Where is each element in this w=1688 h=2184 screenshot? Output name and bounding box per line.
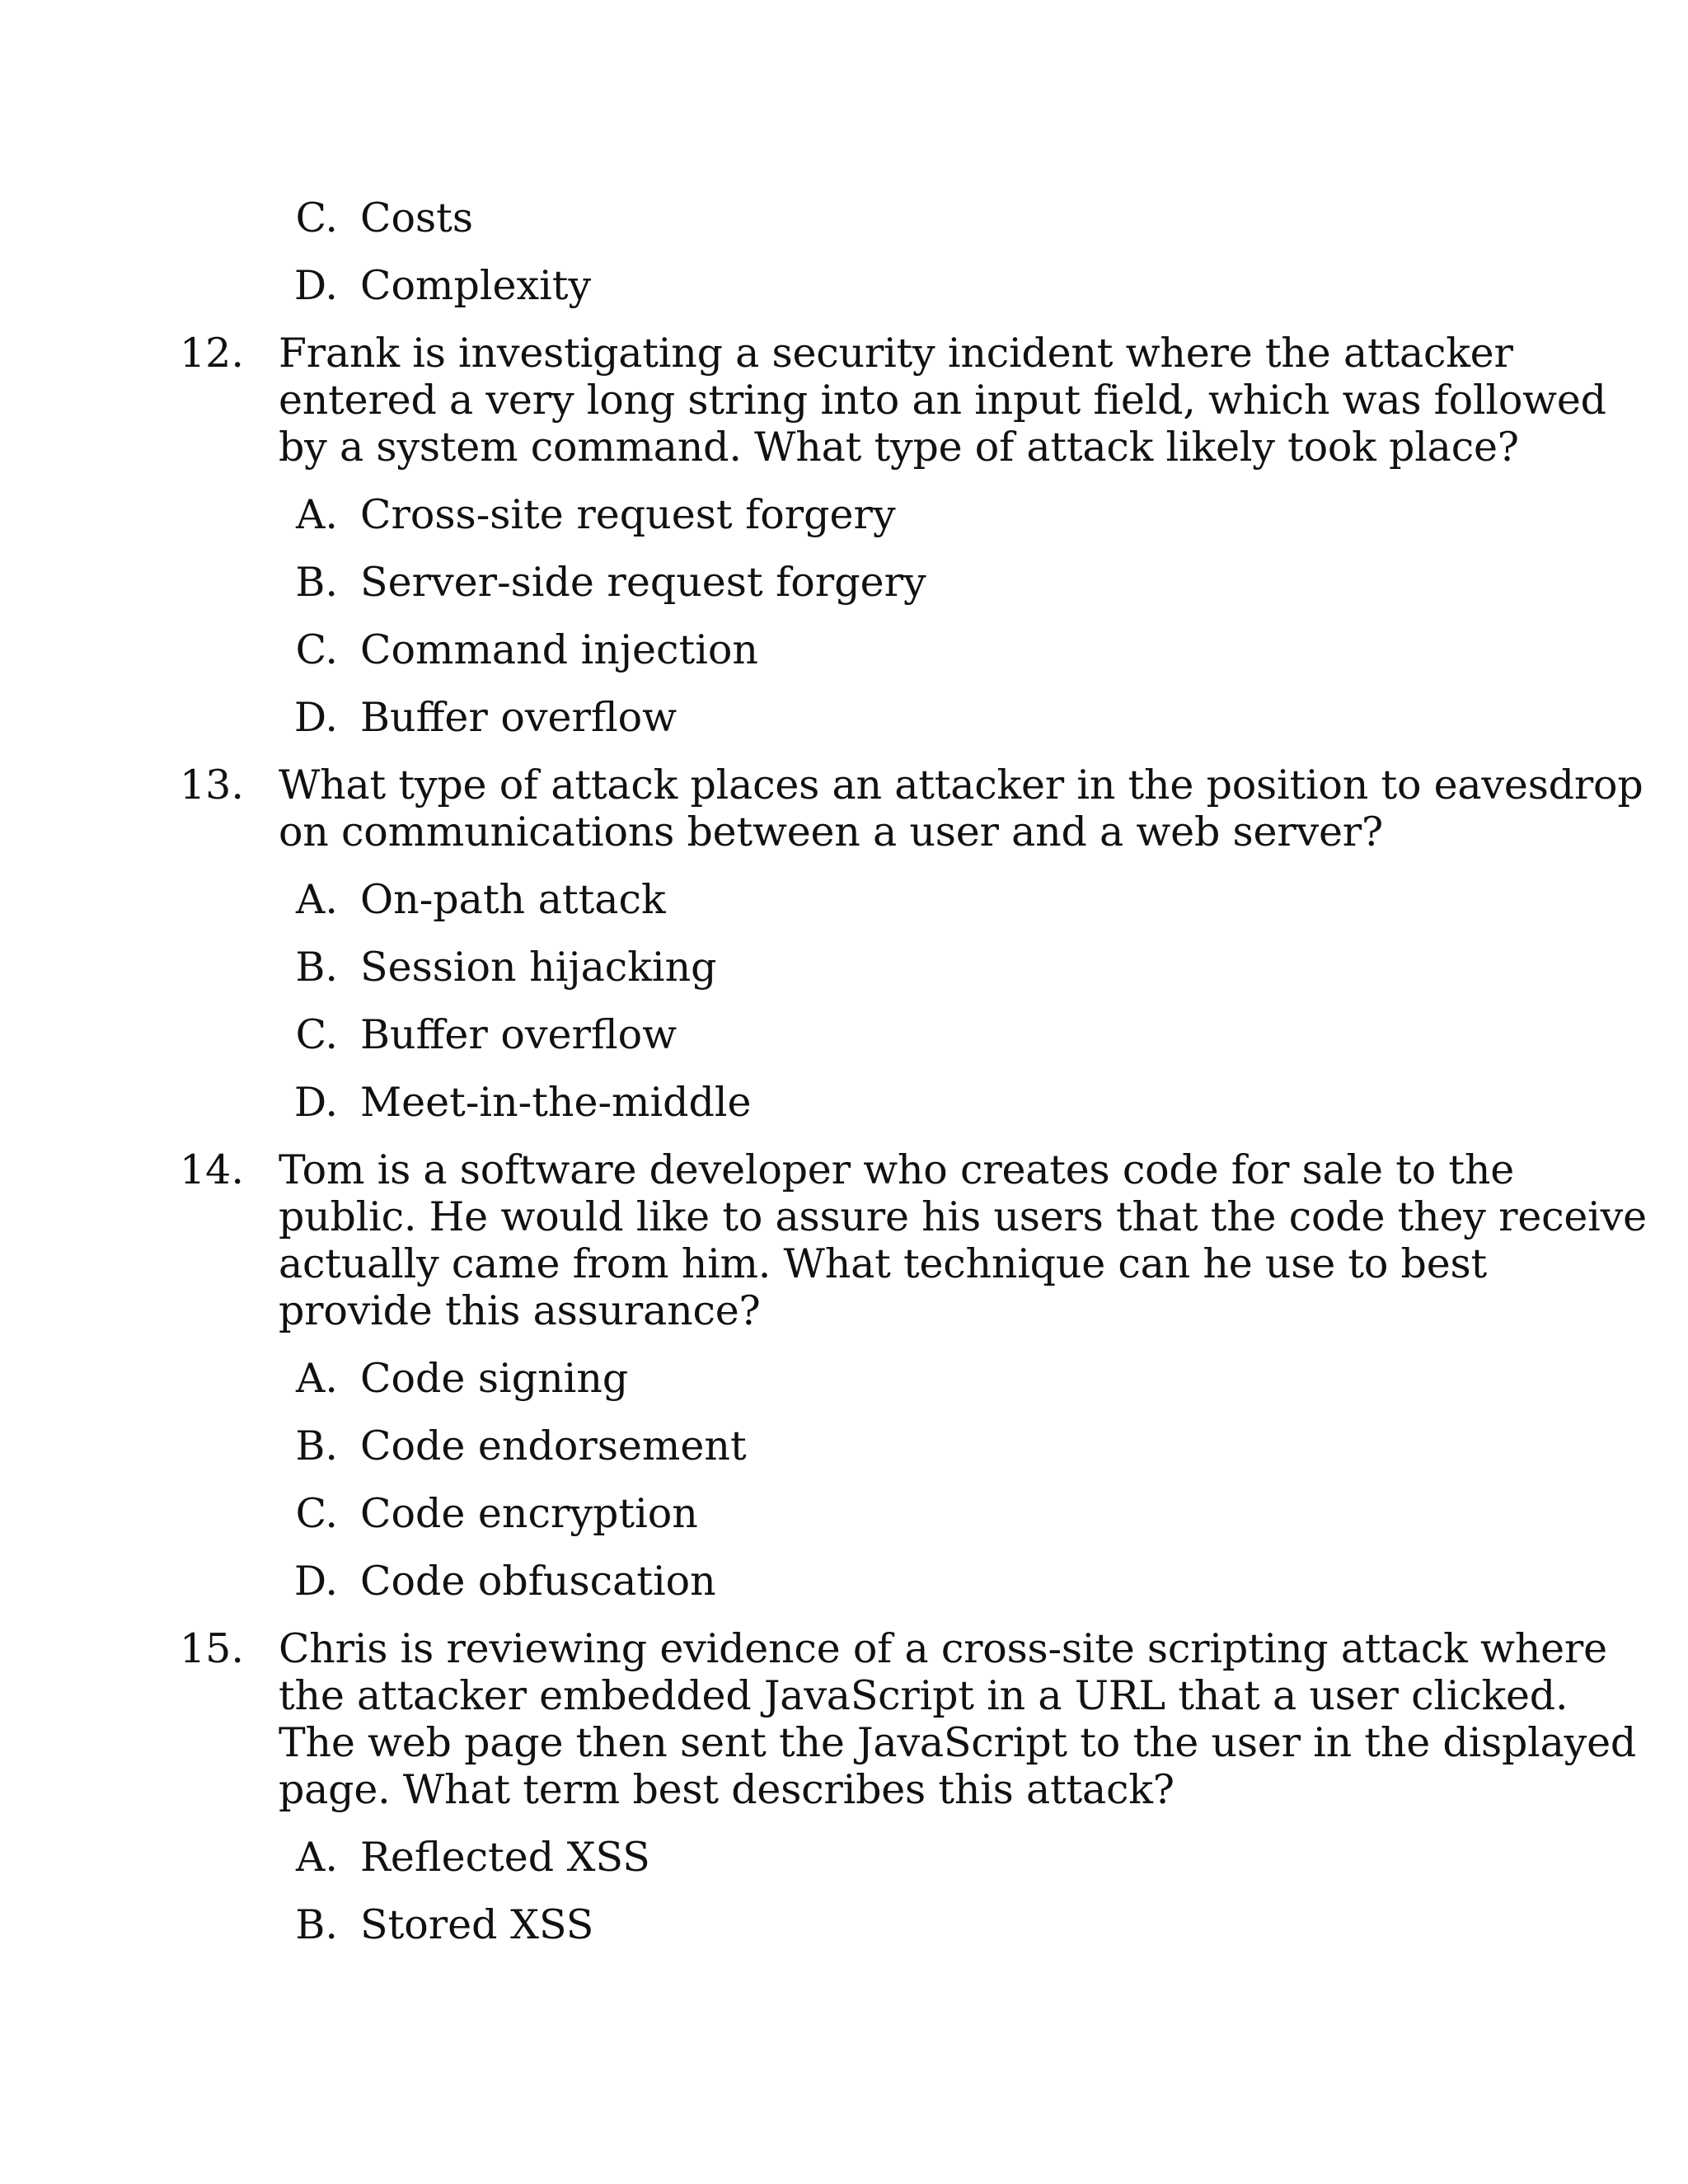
option-text: Costs — [360, 194, 473, 241]
option-letter: D. — [293, 262, 338, 309]
option-text: Complexity — [360, 262, 592, 309]
option-text: Buffer overflow — [360, 1011, 678, 1058]
option-text: Buffer overflow — [360, 694, 678, 741]
question-text-line: the attacker embedded JavaScript in a URL that a user clicked. — [279, 1672, 1568, 1719]
option-text: Code signing — [360, 1355, 629, 1402]
question-text-line: Frank is investigating a security incident where the attacker — [279, 330, 1513, 377]
question-text-line: What type of attack places an attacker in the position to eavesdrop — [279, 762, 1643, 808]
question-text-line: actually came from him. What technique can he use to best — [279, 1240, 1487, 1287]
question-text-line: provide this assurance? — [279, 1287, 761, 1334]
option-letter: D. — [293, 1558, 338, 1605]
option-letter: B. — [295, 559, 338, 606]
option-letter: C. — [295, 1490, 338, 1537]
question-text-line: Tom is a software developer who creates code for sale to the — [279, 1146, 1515, 1193]
option-letter: B. — [295, 944, 338, 991]
question-text-line: The web page then sent the JavaScript to the user in the displayed — [279, 1719, 1637, 1766]
option-text: Cross-site request forgery — [360, 491, 896, 538]
question-number: 13. — [180, 762, 244, 808]
option-letter: C. — [295, 194, 338, 241]
option-text: Stored XSS — [360, 1901, 594, 1948]
option-letter: A. — [296, 876, 338, 923]
option-text: Code obfuscation — [360, 1558, 716, 1605]
option-letter: A. — [296, 1355, 338, 1402]
question-text-line: public. He would like to assure his users that the code they receive — [279, 1193, 1647, 1240]
question-number: 12. — [180, 330, 244, 377]
option-letter: C. — [295, 626, 338, 673]
option-text: Server-side request forgery — [360, 559, 926, 606]
question-text-line: page. What term best describes this attack? — [279, 1766, 1175, 1813]
option-text: Command injection — [360, 626, 758, 673]
option-letter: B. — [295, 1422, 338, 1469]
question-text-line: Chris is reviewing evidence of a cross-site scripting attack where — [279, 1625, 1607, 1672]
option-text: On-path attack — [360, 876, 666, 923]
question-number: 15. — [180, 1625, 244, 1672]
option-letter: D. — [293, 1079, 338, 1126]
question-text-line: by a system command. What type of attack likely took place? — [279, 424, 1519, 471]
option-text: Code endorsement — [360, 1422, 747, 1469]
option-letter: A. — [296, 1834, 338, 1881]
option-text: Reflected XSS — [360, 1834, 650, 1881]
option-letter: D. — [293, 694, 338, 741]
option-letter: C. — [295, 1011, 338, 1058]
option-letter: B. — [295, 1901, 338, 1948]
option-text: Session hijacking — [360, 944, 717, 991]
question-text-line: on communications between a user and a web server? — [279, 808, 1384, 855]
option-letter: A. — [296, 491, 338, 538]
option-text: Meet-in-the-middle — [360, 1079, 752, 1126]
question-number: 14. — [180, 1146, 244, 1193]
question-text-line: entered a very long string into an input field, which was followed — [279, 377, 1606, 424]
option-text: Code encryption — [360, 1490, 698, 1537]
